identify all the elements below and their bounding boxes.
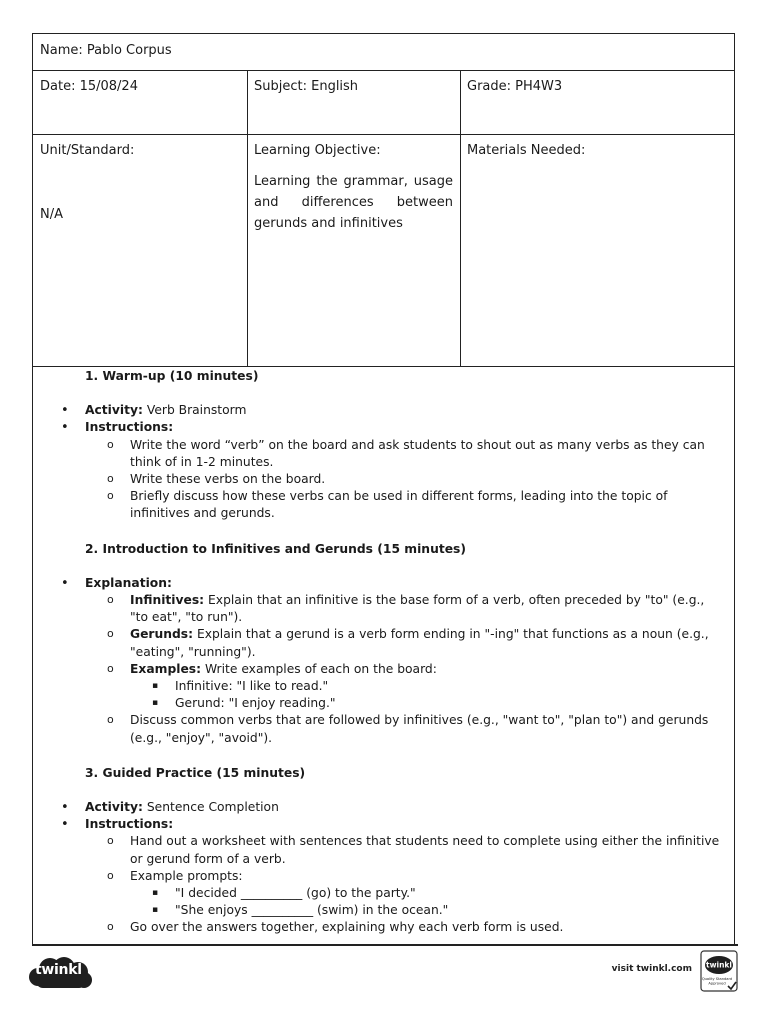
date-cell (33, 70, 247, 134)
list-item: o Hand out a worksheet with sentences that students need to complete using either the infinitive or gerund form of a verb. (85, 833, 726, 867)
badge-line1: Quality Standard (701, 977, 733, 981)
list-item: ▪ Infinitive: "I like to read." (130, 678, 726, 695)
explanation-list (85, 592, 726, 747)
grade-cell (460, 70, 736, 134)
list-item (85, 626, 726, 660)
list-item (85, 868, 726, 920)
list-item (85, 592, 726, 626)
list-item (33, 799, 726, 816)
footer-rule (32, 944, 738, 946)
grade-value: Grade: PH4W3 (467, 79, 563, 94)
examples-text: Write examples of each on the board: (201, 661, 437, 676)
list-item: o Discuss common verbs that are followed by infinitives (e.g., "want to", "plan to") and gerunds (e.g., "enjoy", "avoid"). (85, 712, 726, 746)
prompts-label: Example prompts: (130, 868, 243, 883)
instructions-list (85, 437, 726, 523)
list-item: o Write these verbs on the board. (85, 471, 726, 488)
explanation-label: Explanation: (85, 575, 172, 590)
section-heading: 3. Guided Practice (15 minutes) (85, 765, 306, 780)
materials-cell (460, 134, 736, 366)
list-item: ▪ "She enjoys __________ (swim) in the ocean." (130, 902, 726, 919)
date-value: Date: 15/08/24 (40, 79, 138, 94)
examples-list (130, 678, 726, 712)
unit-standard-value: N/A (40, 207, 63, 222)
list-item: o Go over the answers together, explaining why each verb form is used. (85, 919, 726, 936)
logo-text: twinkl (35, 962, 82, 978)
badge-line2: Approved (708, 981, 726, 986)
list-item (33, 402, 726, 419)
activity-value: Verb Brainstorm (142, 403, 247, 418)
activity-label: Activity: (85, 800, 143, 815)
lesson-body (33, 367, 734, 944)
guided-list (33, 799, 726, 937)
prompts-list (130, 885, 726, 919)
visit-link[interactable]: visit twinkl.com (611, 964, 692, 974)
list-item: ▪ "I decided __________ (go) to the party." (130, 885, 726, 902)
activity-value: Sentence Completion (142, 800, 279, 815)
unit-standard-label: Unit/Standard: (40, 143, 135, 158)
list-item: ▪ Gerund: "I enjoy reading." (130, 695, 726, 712)
list-item: o Briefly discuss how these verbs can be used in different forms, leading into the topic of infinitives and gerunds. (85, 488, 726, 522)
learning-objective-label: Learning Objective: (254, 143, 381, 158)
list-item (33, 816, 726, 936)
section-heading: 2. Introduction to Infinitives and Gerunds (15 minutes) (85, 541, 466, 556)
unit-standard-cell (33, 134, 247, 366)
materials-label: Materials Needed: (467, 143, 586, 158)
name-cell (33, 34, 736, 70)
instructions-list (85, 833, 726, 936)
list-item (33, 575, 726, 747)
subject-cell (247, 70, 460, 134)
badge-brand: twinkl (706, 960, 732, 970)
infinitives-text: Explain that an infinitive is the base form of a verb, often preceded by "to" (e.g., "to eat", "to run"). (130, 593, 705, 625)
list-item (85, 661, 726, 713)
quality-standard-badge (700, 950, 738, 992)
instructions-label: Instructions: (85, 817, 174, 832)
gerunds-label: Gerunds: (130, 627, 194, 642)
learning-objective-cell (247, 134, 460, 366)
infinitives-label: Infinitives: (130, 593, 205, 608)
warmup-list (33, 402, 726, 522)
activity-label: Activity: (85, 403, 143, 418)
examples-label: Examples: (130, 661, 202, 676)
list-item (33, 419, 726, 522)
instructions-label: Instructions: (85, 420, 174, 435)
subject-value: Subject: English (254, 79, 359, 94)
lesson-plan-table (32, 33, 735, 945)
list-item: o Write the word “verb” on the board and ask students to shout out as many verbs as they can think of in 1-2 minutes. (85, 437, 726, 471)
gerunds-text: Explain that a gerund is a verb form ending in "-ing" that functions as a noun (e.g., "eating", "running"). (130, 627, 709, 659)
intro-list (33, 575, 726, 747)
section-heading: 1. Warm-up (10 minutes) (85, 369, 259, 383)
student-name: Name: Pablo Corpus (40, 43, 172, 58)
learning-objective-text: Learning the grammar, usage and differences between gerunds and infinitives (254, 174, 453, 231)
